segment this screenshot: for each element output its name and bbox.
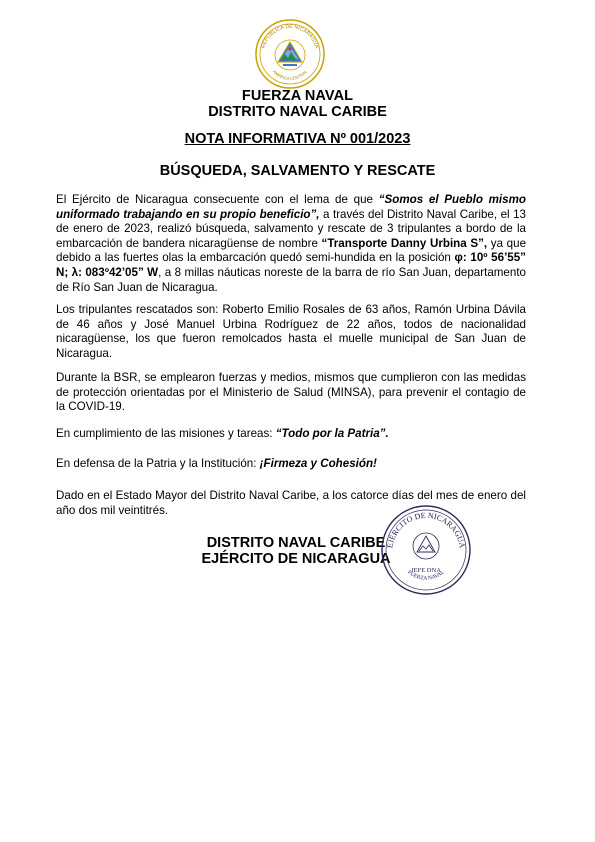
paragraph-1-text-d: , a 8 millas náuticas noreste de la barra de río San Juan, departamento de Río San Juan de Nicaragua. [56,265,526,294]
signature-line-army: EJÉRCITO DE NICARAGUA [201,551,391,567]
paragraph-1 [56,193,526,295]
paragraph-4 [56,427,526,442]
official-stamp [378,502,474,598]
document-subtitle: BÚSQUEDA, SALVAMENTO Y RESCATE [159,163,436,179]
paragraph-3: Durante la BSR, se emplearon fuerzas y medios, mismos que cumplieron con las medidas de protección orientadas por el Ministerio de Salud (MINSA), para prevenir el contagio de la COVID-19. [56,371,526,414]
paragraph-4-text: En cumplimiento de las misiones y tareas: [56,427,276,440]
document-title: NOTA INFORMATIVA Nº 001/2023 [184,131,411,147]
svg-text:REPUBLICA DE NICARAGUA: REPUBLICA DE NICARAGUA [260,23,320,50]
paragraph-4-motto: “Todo por la Patria”. [275,427,389,440]
paragraph-1-text-c: ya que debido a las fuertes olas la embarcación quedó semi-hundida en la posición [56,236,527,265]
paragraph-2: Los tripulantes rescatados son: Roberto Emilio Rosales de 63 años, Ramón Urbina Dávila de 46 años y José Manuel Urbina Rodríguez de 22 años, todos de nacionalidad nicaragüense, los que fueron remolcados hasta el muelle municipal de San Juan de Nicaragua. [56,303,526,360]
paragraph-6: Dado en el Estado Mayor del Distrito Naval Caribe, a los catorce días del mes de enero del año dos mil veintitrés. [56,489,526,517]
svg-text:JEFE DNA: JEFE DNA [411,567,441,574]
signature-line-district: DISTRITO NAVAL CARIBE [206,535,386,551]
svg-text:AMERICA CENTRAL: AMERICA CENTRAL [271,68,309,82]
svg-text:FUERZA NAVAL: FUERZA NAVAL [406,569,446,582]
national-seal-logo [254,18,326,90]
paragraph-5-motto: ¡Firmeza y Cohesión! [259,457,377,470]
header-line-district: DISTRITO NAVAL CARIBE [208,104,387,120]
paragraph-1-vessel-name: “Transporte Danny Urbina S”, [321,236,488,250]
svg-text:EJÉRCITO DE NICARAGUA: EJÉRCITO DE NICARAGUA [385,510,467,549]
paragraph-1-motto-quote: “Somos el Pueblo mismo uniformado trabajando en su propio beneficio”, [56,193,526,221]
paragraph-5 [56,457,526,472]
paragraph-1-text-b: a través del Distrito Naval Caribe, el 13 de enero de 2023, realizó búsqueda, salvamento y rescate de 3 tripulantes a bordo de la embarcación de bandera nicaragüense de nombre [56,207,526,250]
paragraph-1-text-a: El Ejército de Nicaragua consecuente con el lema de que [56,193,379,206]
header-line-naval-force: FUERZA NAVAL [241,88,354,104]
paragraph-1-position: φ: 10º 56’55” N; λ: 083º42’05” W [56,251,526,279]
paragraph-5-text: En defensa de la Patria y la Institución: [56,457,260,470]
